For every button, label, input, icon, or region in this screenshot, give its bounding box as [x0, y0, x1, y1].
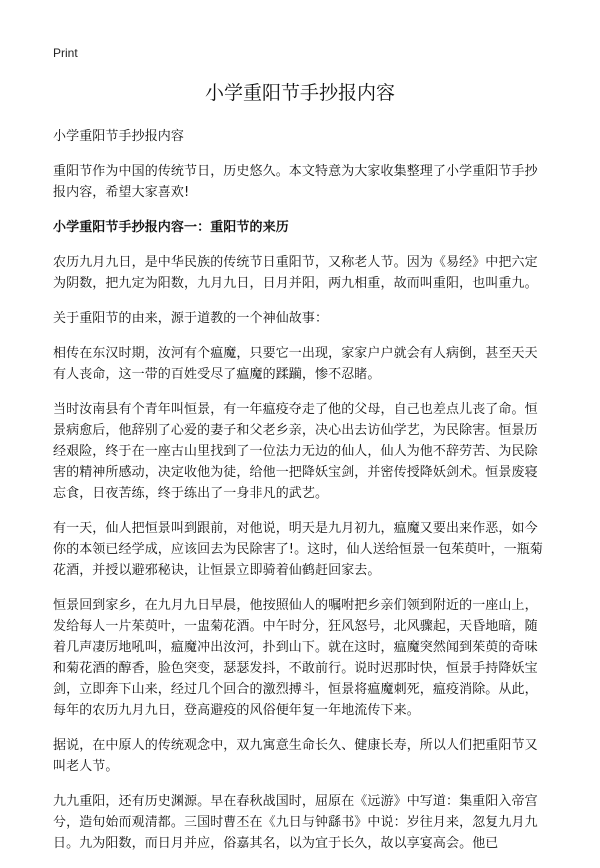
subtitle-paragraph: 小学重阳节手抄报内容 [53, 129, 185, 144]
print-link[interactable]: Print [53, 46, 78, 60]
body-paragraph: 关于重阳节的由来，源于道教的一个神仙故事： [53, 311, 329, 326]
body-paragraph: 当时汝南县有个青年叫恒景，有一年瘟疫夺走了他的父母，自己也差点儿丧了命。恒景病愈后，他辞别了心爱的妻子和父老乡亲，决心出去访仙学艺，为民除害。恒景历经艰险，终于在一座古山里找到了一位法力无边的仙人，仙人为他不辞劳苦、为民除害的精神所感动，决定收他为徒，给他一把降妖宝剑，并密传授降妖剑术。恒景废寝忘食，日夜苦练，终于练出了一身非凡的武艺。 [53, 402, 538, 501]
body-paragraph: 九九重阳，还有历史渊源。早在春秋战国时，屈原在《远游》中写道：集重阳入帝宫兮，造旬始而观清都。三国时曹丕在《九日与钟繇书》中说：岁往月来，忽复九月九日。九为阳数，而日月并应，俗嘉其名，以为宜于长久，故以享宴高会。他已 [53, 794, 538, 851]
page-title: 小学重阳节手抄报内容 [204, 82, 395, 104]
body-paragraph: 相传在东汉时期，汝河有个瘟魔，只要它一出现，家家户户就会有人病倒，甚至天天有人丧命，这一带的百姓受尽了瘟魔的蹂躏，惨不忍睹。 [53, 346, 538, 382]
body-paragraph: 有一天，仙人把恒景叫到跟前，对他说，明天是九月初九，瘟魔又要出来作恶，如今你的本领已经学成，应该回去为民除害了!。这时，仙人送给恒景一包茱萸叶，一瓶菊花酒，并授以避邪秘诀，让恒景立即骑着仙鹤赶回家去。 [53, 521, 544, 578]
body-paragraph: 农历九月九日，是中华民族的传统节日重阳节，又称老人节。因为《易经》中把六定为阴数，把九定为阳数，九月九日，日月并阳，两九相重，故而叫重阳，也叫重九。 [53, 255, 538, 291]
intro-paragraph: 重阳节作为中国的传统节日，历史悠久。本文特意为大家收集整理了小学重阳节手抄报内容，希望大家喜欢! [53, 164, 538, 200]
body-paragraph: 据说，在中原人的传统观念中，双九寓意生命长久、健康长寿，所以人们把重阳节又叫老人节。 [53, 738, 538, 774]
section-heading: 小学重阳节手抄报内容一：重阳节的来历 [53, 220, 289, 235]
article-body [53, 126, 549, 868]
body-paragraph: 恒景回到家乡，在九月九日早晨，他按照仙人的嘱咐把乡亲们领到附近的一座山上，发给每人一片茱萸叶，一盅菊花酒。中午时分，狂风怒号，北风骤起，天昏地暗，随着几声凄厉地吼叫，瘟魔冲出汝河，扑到山下。就在这时，瘟魔突然闻到茱萸的奇味和菊花酒的醇香，脸色突变，瑟瑟发抖，不敢前行。说时迟那时快，恒景手持降妖宝剑，立即奔下山来，经过几个回合的激烈搏斗，恒景将瘟魔刺死，瘟疫消除。从此，每年的农历九月九日，登高避疫的风俗便年复一年地流传下来。 [53, 598, 538, 718]
